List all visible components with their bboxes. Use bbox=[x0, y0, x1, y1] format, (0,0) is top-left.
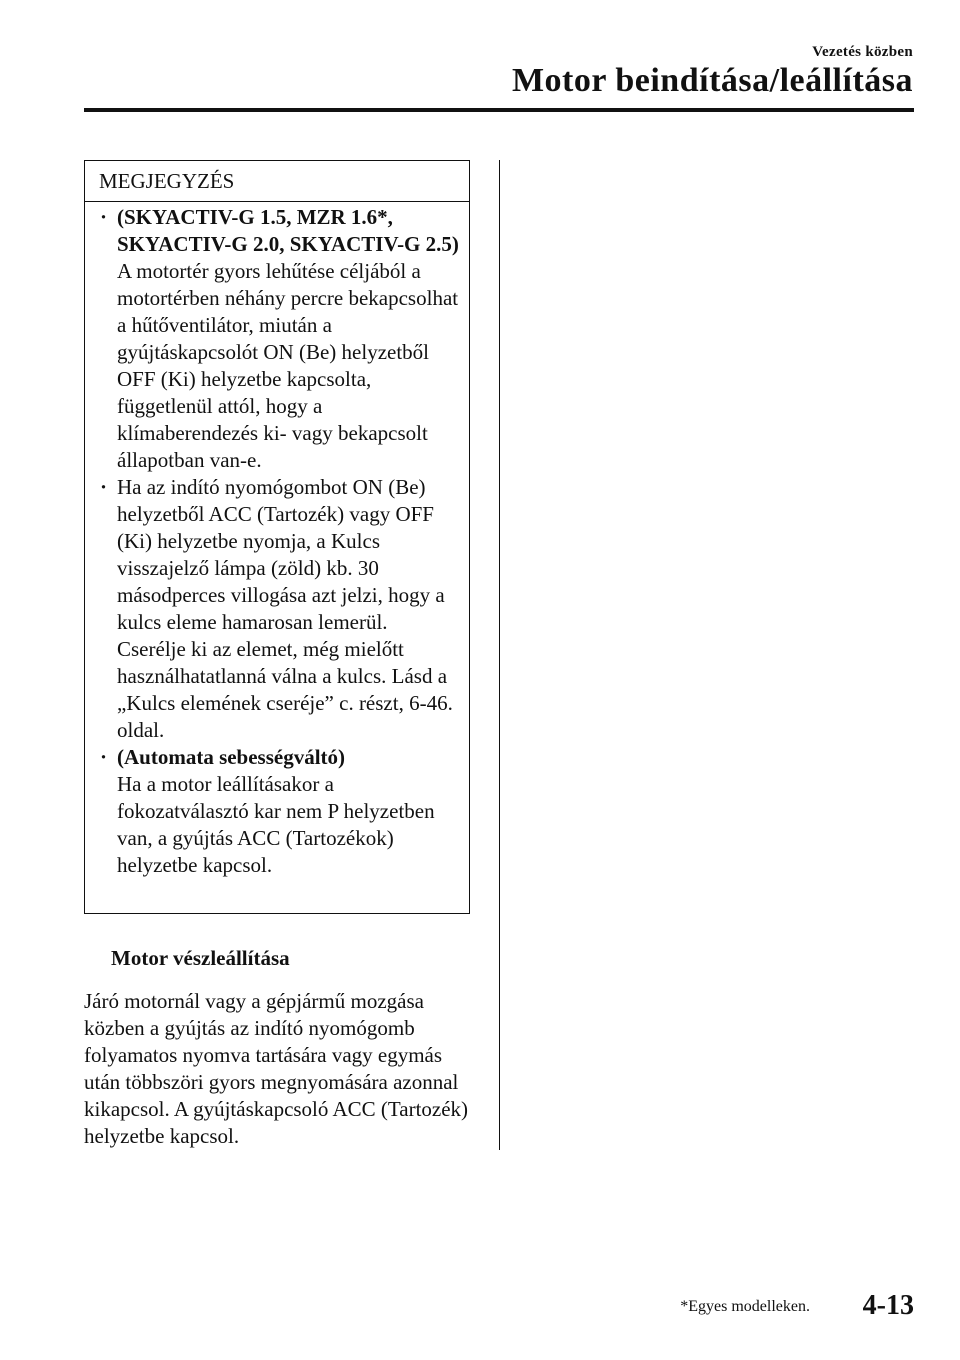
chapter-title: Vezetés közben bbox=[812, 44, 913, 60]
column-divider bbox=[499, 160, 500, 1150]
note-item bbox=[85, 204, 469, 474]
body-paragraph: Járó motornál vagy a gépjármű mozgása közben a gyújtás az indító nyomógomb folyamatos nyomva tartására vagy egymás után többszöri gyors megnyomására azonnal kikapcsol. A gyújtáskapcsoló ACC (Tartozék) helyzetbe kapcsol. bbox=[84, 989, 469, 1148]
section-heading: Motor vészleállítása bbox=[111, 946, 290, 970]
bullet-icon: · bbox=[100, 745, 108, 769]
footnote: *Egyes modelleken. bbox=[680, 1298, 810, 1315]
page-number: 4-13 bbox=[862, 1290, 914, 1321]
bullet-icon: · bbox=[100, 205, 108, 229]
header-divider bbox=[84, 108, 914, 112]
note-list bbox=[85, 202, 469, 879]
note-item-text: Ha az indító nyomógombot ON (Be) helyzetből ACC (Tartozék) vagy OFF (Ki) helyzetbe nyomja, a Kulcs visszajelző lámpa (zöld) kb. 30 másodperces villogása azt jelzi, hogy a kulcs eleme hamarosan lemerül. Cserélje ki az elemet, még mielőtt használhatatlanná válna a kulcs. Lásd a „Kulcs elemének cseréje” c. részt, 6-46. oldal. bbox=[117, 475, 453, 742]
note-item-title: (SKYACTIV-G 1.5, MZR 1.6*, SKYACTIV-G 2.0, SKYACTIV-G 2.5) bbox=[117, 205, 459, 256]
note-item bbox=[85, 744, 469, 879]
note-item-title: (Automata sebességváltó) bbox=[117, 745, 346, 769]
note-item-text: Ha a motor leállításakor a fokozatválasztó kar nem P helyzetben van, a gyújtás ACC (Tartozékok) helyzetbe kapcsol. bbox=[117, 772, 435, 877]
bullet-icon: · bbox=[100, 475, 108, 499]
note-item-text: A motortér gyors lehűtése céljából a motortérben néhány percre bekapcsolhat a hűtőventilátor, miután a gyújtáskapcsolót ON (Be) helyzetből OFF (Ki) helyzetbe kapcsolta, függetlenül attól, hogy a klímaberendezés ki- vagy bekapcsolt állapotban van-e. bbox=[117, 259, 459, 472]
note-title: MEGJEGYZÉS bbox=[85, 161, 469, 202]
section-title: Motor beindítása/leállítása bbox=[511, 62, 913, 99]
note-item bbox=[85, 474, 469, 744]
note-box bbox=[84, 160, 470, 914]
